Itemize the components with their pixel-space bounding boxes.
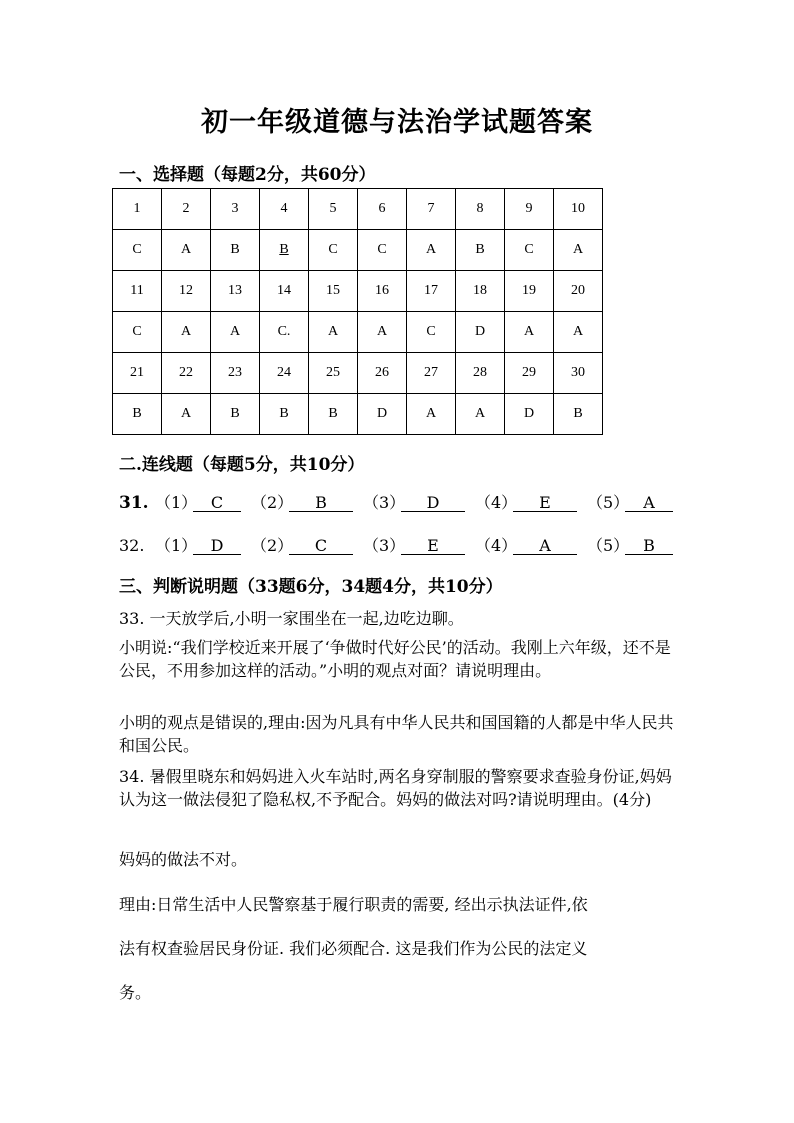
question-34-reason-line: 务。 bbox=[119, 983, 152, 1002]
question-number-cell: 3 bbox=[211, 189, 260, 230]
answer-blank: A bbox=[625, 494, 673, 512]
question-number-cell: 6 bbox=[358, 189, 407, 230]
question-number-cell: 21 bbox=[113, 353, 162, 394]
answer-cell: A bbox=[407, 230, 456, 271]
answer-cell: A bbox=[358, 312, 407, 353]
answer-cell: A bbox=[211, 312, 260, 353]
answer-cell: D bbox=[505, 394, 554, 435]
matching-row-31 bbox=[119, 490, 683, 513]
question-number-cell: 17 bbox=[407, 271, 456, 312]
answer-cell: A bbox=[162, 312, 211, 353]
answer-cell: C bbox=[358, 230, 407, 271]
answer-row bbox=[113, 312, 603, 353]
answer-blank: B bbox=[289, 494, 353, 512]
question-number-cell: 4 bbox=[260, 189, 309, 230]
question-number-cell: 13 bbox=[211, 271, 260, 312]
question-number-cell: 22 bbox=[162, 353, 211, 394]
answer-cell: D bbox=[456, 312, 505, 353]
answer-cell: B bbox=[260, 230, 309, 271]
item-label: （5） bbox=[587, 536, 630, 555]
item-label: （4） bbox=[475, 536, 518, 555]
answer-cell: C. bbox=[260, 312, 309, 353]
question-33-quote: 小明说:“我们学校近来开展了‘争做时代好公民’的活动。我刚上六年级，还不是公民，不用参加这样的活动。”小明的观点对面？请说明理由。 bbox=[119, 638, 671, 680]
answer-cell: B bbox=[211, 394, 260, 435]
question-number-cell: 16 bbox=[358, 271, 407, 312]
section-heading-matching: 二.连线题（每题5分，共10分） bbox=[119, 455, 365, 475]
question-number-cell: 18 bbox=[456, 271, 505, 312]
answer-cell: B bbox=[456, 230, 505, 271]
answer-blank: C bbox=[193, 494, 241, 512]
question-34-answer: 妈妈的做法不对。 bbox=[119, 850, 248, 869]
question-34-reason-line: 法有权查验居民身份证. 我们必须配合. 这是我们作为公民的法定义 bbox=[119, 939, 588, 958]
question-number-cell: 2 bbox=[162, 189, 211, 230]
question-33-answer: 小明的观点是错误的,理由:因为凡具有中华人民共和国国籍的人都是中华人民共和国公民。 bbox=[119, 713, 674, 755]
question-number-cell: 1 bbox=[113, 189, 162, 230]
question-number-cell: 8 bbox=[456, 189, 505, 230]
question-number-cell: 29 bbox=[505, 353, 554, 394]
answer-cell: B bbox=[211, 230, 260, 271]
question-number-cell: 5 bbox=[309, 189, 358, 230]
question-number-cell: 14 bbox=[260, 271, 309, 312]
answer-row bbox=[113, 230, 603, 271]
section-heading-judgement: 三、判断说明题（33题6分，34题4分，共10分） bbox=[119, 577, 503, 597]
answer-cell: B bbox=[309, 394, 358, 435]
question-number-cell: 23 bbox=[211, 353, 260, 394]
answer-cell: C bbox=[505, 230, 554, 271]
question-number-row bbox=[113, 189, 603, 230]
answer-cell: A bbox=[162, 394, 211, 435]
question-number-cell: 20 bbox=[554, 271, 603, 312]
page-title: 初一年级道德与法治学试题答案 bbox=[201, 107, 593, 138]
answer-cell: A bbox=[456, 394, 505, 435]
question-number-cell: 9 bbox=[505, 189, 554, 230]
question-number-cell: 12 bbox=[162, 271, 211, 312]
question-34-reason-line: 理由:日常生活中人民警察基于履行职责的需要, 经出示执法证件,依 bbox=[119, 895, 588, 914]
question-number-cell: 10 bbox=[554, 189, 603, 230]
item-label: （1） bbox=[155, 493, 198, 512]
item-label: （3） bbox=[363, 493, 406, 512]
answer-cell: D bbox=[358, 394, 407, 435]
question-33-text: 33. 一天放学后,小明一家围坐在一起,边吃边聊。 bbox=[119, 609, 464, 628]
answer-cell: A bbox=[505, 312, 554, 353]
question-34-text: 34. 暑假里晓东和妈妈进入火车站时,两名身穿制服的警察要求查验身份证,妈妈认为这一做法侵犯了隐私权,不予配合。妈妈的做法对吗?请说明理由。(4分) bbox=[119, 767, 672, 809]
answer-blank: E bbox=[513, 494, 577, 512]
answer-cell: B bbox=[113, 394, 162, 435]
answer-blank: A bbox=[513, 537, 577, 555]
answer-row bbox=[113, 394, 603, 435]
question-number-cell: 24 bbox=[260, 353, 309, 394]
answer-cell: A bbox=[162, 230, 211, 271]
question-number-cell: 26 bbox=[358, 353, 407, 394]
question-number: 31. bbox=[119, 493, 149, 513]
answer-cell: C bbox=[113, 312, 162, 353]
answer-cell: A bbox=[554, 312, 603, 353]
item-label: （1） bbox=[155, 536, 198, 555]
question-number-cell: 30 bbox=[554, 353, 603, 394]
question-number: 32. bbox=[119, 536, 145, 555]
answer-cell: B bbox=[260, 394, 309, 435]
question-number-cell: 15 bbox=[309, 271, 358, 312]
question-number-row bbox=[113, 353, 603, 394]
answer-cell: C bbox=[113, 230, 162, 271]
answer-cell: A bbox=[407, 394, 456, 435]
answer-blank: C bbox=[289, 537, 353, 555]
question-number-cell: 25 bbox=[309, 353, 358, 394]
question-number-cell: 7 bbox=[407, 189, 456, 230]
item-label: （2） bbox=[251, 536, 294, 555]
question-number-cell: 11 bbox=[113, 271, 162, 312]
matching-row-32 bbox=[119, 533, 683, 556]
section-heading-choice: 一、选择题（每题2分，共60分） bbox=[119, 165, 376, 185]
item-label: （2） bbox=[251, 493, 294, 512]
item-label: （5） bbox=[587, 493, 630, 512]
item-label: （3） bbox=[363, 536, 406, 555]
question-number-row bbox=[113, 271, 603, 312]
answer-cell: C bbox=[407, 312, 456, 353]
answer-blank: B bbox=[625, 537, 673, 555]
item-label: （4） bbox=[475, 493, 518, 512]
answer-blank: D bbox=[193, 537, 241, 555]
answer-table bbox=[112, 188, 603, 435]
question-number-cell: 27 bbox=[407, 353, 456, 394]
answer-cell: A bbox=[554, 230, 603, 271]
question-number-cell: 19 bbox=[505, 271, 554, 312]
answer-cell: B bbox=[554, 394, 603, 435]
question-number-cell: 28 bbox=[456, 353, 505, 394]
answer-cell: A bbox=[309, 312, 358, 353]
answer-blank: D bbox=[401, 494, 465, 512]
answer-cell: C bbox=[309, 230, 358, 271]
answer-blank: E bbox=[401, 537, 465, 555]
